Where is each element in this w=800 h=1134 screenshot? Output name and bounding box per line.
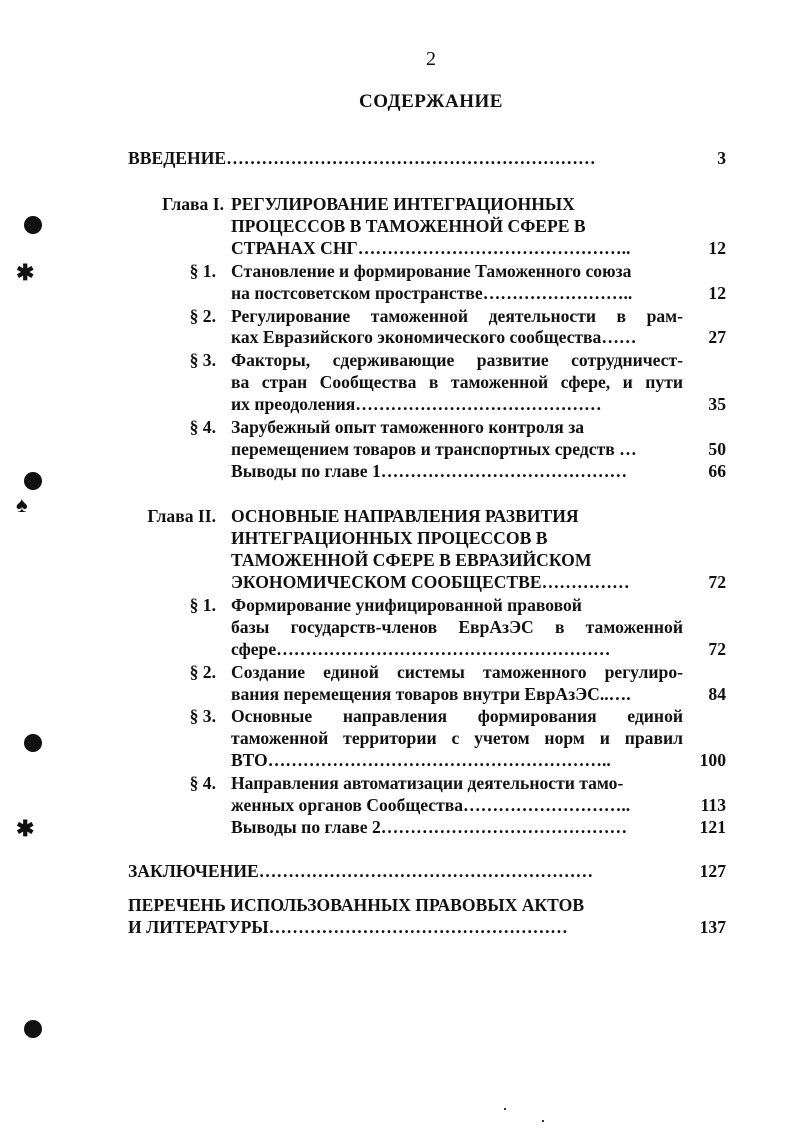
chapter-2-title-line-1[interactable]: ОСНОВНЫЕ НАПРАВЛЕНИЯ РАЗВИТИЯ xyxy=(231,506,579,526)
chapter-1-section-1-line-2[interactable]: на постсоветском пространстве…………………….. xyxy=(231,283,633,303)
chapter-2-section-4-page: 113 xyxy=(700,795,726,815)
chapter-1-section-4-page: 50 xyxy=(708,439,726,459)
chapter-2-title-line-2[interactable]: ИНТЕГРАЦИОННЫХ ПРОЦЕССОВ В xyxy=(231,528,548,548)
punch-hole-icon xyxy=(24,216,42,234)
chapter-1-title-line-3[interactable]: СТРАНАХ СНГ……………………………………….. xyxy=(231,238,631,258)
scan-speck xyxy=(504,1108,506,1110)
chapter-2-section-1-line-3[interactable]: сфере………………………………………………… xyxy=(231,639,611,659)
chapter-1-section-1-page: 12 xyxy=(708,283,726,303)
toc-entry-introduction[interactable]: ВВЕДЕНИЕ……………………………………………………… xyxy=(128,148,596,168)
chapter-1-conclusions[interactable]: Выводы по главе 1…………………………………… xyxy=(231,461,628,481)
toc-entry-references-line-1[interactable]: ПЕРЕЧЕНЬ ИСПОЛЬЗОВАННЫХ ПРАВОВЫХ АКТОВ xyxy=(128,895,585,915)
chapter-2-label: Глава II. xyxy=(147,506,216,526)
chapter-1-section-4-line-1[interactable]: Зарубежный опыт таможенного контроля за xyxy=(231,417,585,437)
chapter-1-section-2-page: 27 xyxy=(708,327,726,347)
chapter-1-page: 12 xyxy=(708,238,726,258)
chapter-1-label: Глава I. xyxy=(162,194,224,214)
chapter-1-section-3-line-2[interactable]: ва стран Сообщества в таможенной сфере, и пути xyxy=(231,372,683,392)
chapter-2-section-2-page: 84 xyxy=(708,684,726,704)
chapter-2-conclusions[interactable]: Выводы по главе 2…………………………………… xyxy=(231,817,628,837)
ink-blot-icon: ♠ xyxy=(16,492,28,517)
toc-page-conclusion: 127 xyxy=(699,861,726,881)
chapter-2-section-4-label: § 4. xyxy=(189,773,216,793)
page-title: СОДЕРЖАНИЕ xyxy=(359,91,503,112)
chapter-2-section-2-line-1[interactable]: Создание единой системы таможенного регулиро- xyxy=(231,662,683,682)
chapter-1-title-line-2[interactable]: ПРОЦЕССОВ В ТАМОЖЕННОЙ СФЕРЕ В xyxy=(231,216,586,236)
chapter-2-page: 72 xyxy=(708,572,726,592)
page-number: 2 xyxy=(426,48,436,70)
toc-entry-conclusion[interactable]: ЗАКЛЮЧЕНИЕ………………………………………………… xyxy=(128,861,594,881)
toc-page-introduction: 3 xyxy=(717,148,726,168)
toc-page-references: 137 xyxy=(699,917,726,937)
chapter-2-section-1-page: 72 xyxy=(708,639,726,659)
chapter-2-section-4-line-1[interactable]: Направления автоматизации деятельности тамо- xyxy=(231,773,624,793)
chapter-2-section-2-line-2[interactable]: вания перемещения товаров внутри ЕврАзЭС..…. xyxy=(231,684,631,704)
chapter-2-section-3-line-2[interactable]: таможенной территории с учетом норм и правил xyxy=(231,728,683,748)
scan-speck xyxy=(542,1120,544,1122)
chapter-2-section-4-line-2[interactable]: женных органов Сообщества……………………….. xyxy=(231,795,631,815)
chapter-1-section-2-line-1[interactable]: Регулирование таможенной деятельности в рам- xyxy=(231,306,683,326)
chapter-2-section-1-label: § 1. xyxy=(189,595,216,615)
chapter-2-section-3-label: § 3. xyxy=(189,706,216,726)
toc-entry-references-line-2[interactable]: И ЛИТЕРАТУРЫ…………………………………………… xyxy=(128,917,568,937)
chapter-1-section-1-line-1[interactable]: Становление и формирование Таможенного союза xyxy=(231,261,632,281)
chapter-1-section-3-label: § 3. xyxy=(189,350,216,370)
chapter-1-section-4-line-2[interactable]: перемещением товаров и транспортных средств … xyxy=(231,439,637,459)
chapter-2-conclusions-page: 121 xyxy=(699,817,726,837)
chapter-2-title-line-4[interactable]: ЭКОНОМИЧЕСКОМ СООБЩЕСТВЕ…………… xyxy=(231,572,630,592)
punch-hole-icon xyxy=(24,472,42,490)
chapter-1-section-3-page: 35 xyxy=(708,394,726,414)
ink-blot-icon: ✱ xyxy=(16,260,35,285)
chapter-2-section-3-page: 100 xyxy=(699,750,726,770)
ink-blot-icon: ✱ xyxy=(16,816,35,841)
punch-hole-icon xyxy=(24,1020,42,1038)
chapter-2-title-line-3[interactable]: ТАМОЖЕННОЙ СФЕРЕ В ЕВРАЗИЙСКОМ xyxy=(231,550,592,570)
punch-hole-icon xyxy=(24,734,42,752)
chapter-1-section-2-label: § 2. xyxy=(189,306,216,326)
chapter-1-section-3-line-3[interactable]: их преодоления…………………………………… xyxy=(231,394,602,414)
chapter-2-section-1-line-1[interactable]: Формирование унифицированной правовой xyxy=(231,595,582,615)
chapter-1-section-4-label: § 4. xyxy=(189,417,216,437)
chapter-2-section-2-label: § 2. xyxy=(189,662,216,682)
chapter-1-conclusions-page: 66 xyxy=(708,461,726,481)
chapter-1-section-3-line-1[interactable]: Факторы, сдерживающие развитие сотрудничест- xyxy=(231,350,683,370)
chapter-1-section-1-label: § 1. xyxy=(189,261,216,281)
chapter-2-section-3-line-3[interactable]: ВТО………………………………………………….. xyxy=(231,750,611,770)
chapter-1-title-line-1[interactable]: РЕГУЛИРОВАНИЕ ИНТЕГРАЦИОННЫХ xyxy=(231,194,575,214)
chapter-1-section-2-line-2[interactable]: ках Евразийского экономического сообщества…… xyxy=(231,327,637,347)
chapter-2-section-1-line-2[interactable]: базы государств-членов ЕврАзЭС в таможенной xyxy=(231,617,683,637)
chapter-2-section-3-line-1[interactable]: Основные направления формирования единой xyxy=(231,706,683,726)
